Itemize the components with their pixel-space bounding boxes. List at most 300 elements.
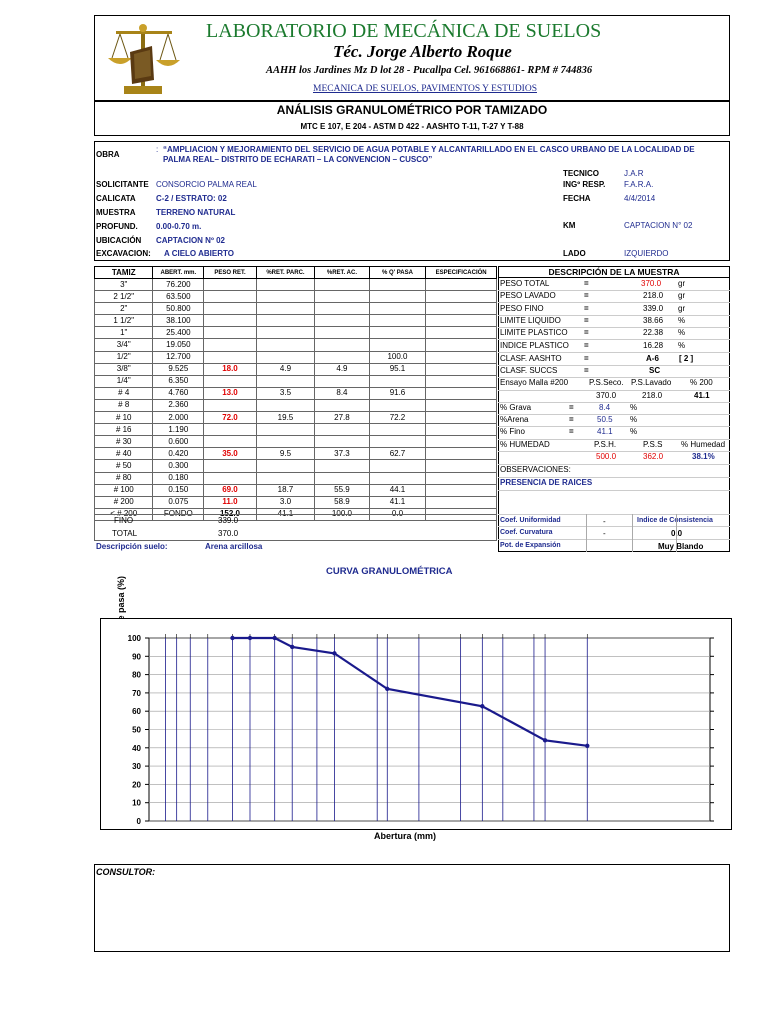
table-cell: 25.400	[153, 327, 204, 339]
table-cell: 0.150	[153, 484, 204, 496]
table-cell: 19.5	[256, 412, 314, 424]
table-cell	[256, 303, 314, 315]
table-cell: 58.9	[315, 496, 370, 508]
y-tick-label: 70	[132, 688, 141, 698]
table-cell: 0.600	[153, 436, 204, 448]
data-point	[230, 636, 234, 640]
table-cell: 9.5	[256, 448, 314, 460]
table-row	[95, 484, 497, 496]
table-cell: 18.7	[256, 484, 314, 496]
col-ret-ac: %RET. AC.	[315, 267, 370, 279]
table-cell: 41.1	[256, 508, 314, 520]
table-cell	[426, 472, 497, 484]
table-cell	[315, 303, 370, 315]
table-cell: # 8	[95, 399, 153, 411]
indice-consistencia-value: 0.0	[671, 529, 683, 538]
table-cell	[204, 375, 257, 387]
table-cell: 18.0	[204, 363, 257, 375]
table-cell	[426, 351, 497, 363]
table-cell	[315, 375, 370, 387]
table-cell: # 80	[95, 472, 153, 484]
table-cell: 55.9	[315, 484, 370, 496]
tecnico-value: J.A.R	[624, 169, 644, 178]
table-cell	[426, 436, 497, 448]
table-cell: 76.200	[153, 279, 204, 291]
col-ret-parc: %RET. PARC.	[256, 267, 314, 279]
table-row	[95, 375, 497, 387]
row-divider	[498, 402, 730, 403]
table-cell	[204, 327, 257, 339]
table-cell: 35.0	[204, 448, 257, 460]
table-cell	[369, 327, 426, 339]
km-label: KM	[563, 221, 576, 230]
table-cell	[426, 279, 497, 291]
table-cell	[256, 375, 314, 387]
table-cell	[315, 291, 370, 303]
table-cell: 3/4"	[95, 339, 153, 351]
peso-total-label: PESO TOTAL	[500, 279, 550, 288]
table-cell	[369, 339, 426, 351]
ubicacion-value: CAPTACION Nº 02	[156, 236, 226, 245]
eq-sign: =	[584, 328, 589, 337]
plastic-limit-value: 22.38	[643, 328, 664, 337]
table-row	[95, 363, 497, 375]
table-cell: 3"	[95, 279, 153, 291]
table-cell: # 40	[95, 448, 153, 460]
table-row	[95, 339, 497, 351]
fino-value: 339.0	[218, 516, 239, 525]
table-cell: FONDO	[153, 508, 204, 520]
table-cell: # 4	[95, 387, 153, 399]
table-cell: 2"	[95, 303, 153, 315]
table-cell: 41.1	[369, 496, 426, 508]
table-row	[95, 412, 497, 424]
y-tick-label: 90	[132, 652, 141, 662]
row-divider	[498, 490, 730, 491]
table-cell	[204, 339, 257, 351]
eq-sign: =	[584, 304, 589, 313]
col-abertura: ABERT. mm.	[153, 267, 204, 279]
calicata-value: C-2 / ESTRATO: 02	[156, 194, 227, 203]
y-tick-label: 10	[132, 798, 141, 808]
table-cell	[426, 363, 497, 375]
solicitante-label: SOLICITANTE	[96, 180, 149, 189]
table-cell: 38.100	[153, 315, 204, 327]
sucs-value: SC	[649, 366, 661, 375]
table-cell	[204, 279, 257, 291]
table-cell	[369, 279, 426, 291]
aashto-index: [ 2 ]	[679, 354, 694, 363]
data-point	[385, 687, 389, 691]
table-cell	[315, 424, 370, 436]
indice-consistencia-label: Indice de Consistencia	[637, 517, 713, 524]
unit-gr: gr	[678, 291, 686, 300]
unit-pct: %	[630, 427, 638, 436]
report-title: ANÁLISIS GRANULOMÉTRICO POR TAMIZADO	[276, 103, 548, 117]
table-cell: 4.760	[153, 387, 204, 399]
table-cell: 4.9	[315, 363, 370, 375]
data-point	[290, 645, 294, 649]
sucs-label: CLASF. SUCCS	[500, 366, 558, 375]
table-cell: 100.0	[369, 351, 426, 363]
table-cell: 19.050	[153, 339, 204, 351]
eq-sign: =	[584, 341, 589, 350]
table-row	[95, 399, 497, 411]
unit-pct: %	[630, 415, 638, 424]
soil-description-value: Arena arcillosa	[205, 542, 263, 551]
unit-pct: %	[678, 316, 686, 325]
muestra-label: MUESTRA	[96, 208, 136, 217]
table-cell: 2.000	[153, 412, 204, 424]
aashto-value: A-6	[646, 354, 659, 363]
psh-label: P.S.H.	[594, 440, 617, 449]
table-cell	[204, 436, 257, 448]
ubicacion-label: UBICACIÓN	[96, 236, 142, 245]
obra-label: OBRA	[96, 150, 120, 159]
aashto-label: CLASF. AASHTO	[500, 354, 562, 363]
table-row	[95, 279, 497, 291]
table-cell	[426, 460, 497, 472]
table-row	[95, 436, 497, 448]
table-cell: # 16	[95, 424, 153, 436]
table-cell: 63.500	[153, 291, 204, 303]
peso-lavado-value: 218.0	[643, 291, 664, 300]
eq-sign: =	[584, 366, 589, 375]
table-cell: # 50	[95, 460, 153, 472]
chart-xlabel: Abertura (mm)	[374, 831, 437, 841]
table-cell	[256, 279, 314, 291]
p200-value: 41.1	[694, 391, 710, 400]
table-cell	[426, 424, 497, 436]
eq-sign: =	[584, 316, 589, 325]
y-tick-label: 30	[132, 762, 141, 772]
col-peso-ret: PESO RET.	[204, 267, 257, 279]
observaciones-value: PRESENCIA DE RAICES	[500, 478, 593, 487]
arena-value: 50.5	[597, 415, 613, 424]
table-cell: 9.525	[153, 363, 204, 375]
table-cell	[315, 327, 370, 339]
lado-label: LADO	[563, 249, 586, 258]
consistency-value: Muy Blando	[658, 542, 704, 551]
unit-pct: %	[630, 403, 638, 412]
table-cell: # 10	[95, 412, 153, 424]
table-cell: 62.7	[369, 448, 426, 460]
row-divider	[498, 439, 730, 440]
table-cell	[256, 399, 314, 411]
table-cell	[315, 472, 370, 484]
row-divider	[498, 352, 730, 353]
ps-seco-value: 370.0	[596, 391, 617, 400]
table-cell	[426, 496, 497, 508]
table-cell: 4.9	[256, 363, 314, 375]
table-cell	[256, 351, 314, 363]
y-tick-label: 20	[132, 780, 141, 790]
table-row	[95, 351, 497, 363]
report-standards: MTC E 107, E 204 - ASTM D 422 - AASHTO T-11, T-27 Y T-88	[300, 122, 524, 131]
data-point	[248, 636, 252, 640]
peso-total-value: 370.0	[641, 279, 662, 288]
table-cell: 44.1	[369, 484, 426, 496]
table-cell	[426, 375, 497, 387]
consultor-label: CONSULTOR:	[96, 867, 156, 877]
table-cell	[256, 472, 314, 484]
grain-size-chart	[100, 618, 732, 830]
table-cell: 8.4	[315, 387, 370, 399]
row-divider	[498, 451, 730, 452]
table-cell: 50.800	[153, 303, 204, 315]
table-row	[95, 448, 497, 460]
table-cell: 0.420	[153, 448, 204, 460]
table-cell	[204, 303, 257, 315]
technician-name: Téc. Jorge Alberto Roque	[333, 42, 512, 61]
y-tick-label: 0	[136, 817, 141, 826]
eq-sign: =	[569, 415, 574, 424]
excavacion-value: A CIELO ABIERTO	[164, 249, 234, 258]
soil-description-label: Descripción suelo:	[96, 542, 168, 551]
table-cell	[426, 448, 497, 460]
data-point	[332, 651, 336, 655]
profund-label: PROFUND.	[96, 222, 138, 231]
table-cell	[315, 399, 370, 411]
table-cell: 13.0	[204, 387, 257, 399]
sieve-table	[94, 266, 497, 521]
total-value: 370.0	[218, 529, 239, 538]
eq-sign: =	[569, 403, 574, 412]
table-cell	[369, 424, 426, 436]
table-cell: 100.0	[315, 508, 370, 520]
table-cell: 0.0	[369, 508, 426, 520]
table-cell	[426, 387, 497, 399]
table-cell	[426, 484, 497, 496]
table-cell: 0.300	[153, 460, 204, 472]
table-cell: 11.0	[204, 496, 257, 508]
table-cell: 3/8"	[95, 363, 153, 375]
table-cell: # 100	[95, 484, 153, 496]
coef-curvatura-label: Coef. Curvatura	[500, 529, 553, 536]
table-cell: 1/4"	[95, 375, 153, 387]
potencial-expansion-label: Pot. de Expansión	[500, 542, 561, 549]
row-divider	[498, 477, 730, 478]
table-cell	[204, 472, 257, 484]
table-cell	[315, 460, 370, 472]
y-tick-label: 80	[132, 670, 141, 680]
table-cell: 0.075	[153, 496, 204, 508]
table-cell	[369, 436, 426, 448]
row-divider	[498, 365, 730, 366]
eq-sign: =	[569, 427, 574, 436]
eq-sign: =	[584, 291, 589, 300]
unit-pct: %	[678, 341, 686, 350]
fecha-value: 4/4/2014	[624, 194, 656, 203]
table-cell	[369, 460, 426, 472]
obra-colon: :	[156, 145, 159, 154]
km-value: CAPTACION N° 02	[624, 221, 693, 230]
table-cell	[204, 291, 257, 303]
table-cell	[315, 315, 370, 327]
ps-lavado-label: P.S.Lavado	[631, 378, 672, 387]
table-row	[95, 291, 497, 303]
coef-uniformidad-label: Coef. Uniformidad	[500, 517, 561, 524]
obra-value: “AMPLIACION Y MEJORAMIENTO DEL SERVICIO DE AGUA POTABLE Y ALCANTARILLADO EN EL CASCO URBANO DE LA LOCALIDAD DE PALMA REAL– DISTRITO DE ECHARATI – LA CONVENCION – CUSCO”	[163, 145, 695, 164]
lado-value: IZQUIERDO	[624, 249, 669, 258]
table-cell: 3.0	[256, 496, 314, 508]
consultor-box	[94, 864, 730, 952]
table-cell	[369, 315, 426, 327]
y-tick-label: 60	[132, 707, 141, 717]
table-cell	[204, 424, 257, 436]
humedad-pct-value: 38.1%	[692, 452, 715, 461]
data-point	[585, 744, 589, 748]
profund-value: 0.00-0.70 m.	[156, 222, 202, 231]
y-tick-label: 40	[132, 743, 141, 753]
malla-200-label: Ensayo Malla #200	[500, 378, 569, 387]
table-cell: 3.5	[256, 387, 314, 399]
table-cell	[204, 315, 257, 327]
table-cell	[256, 424, 314, 436]
table-cell: 69.0	[204, 484, 257, 496]
unit-pct: %	[678, 328, 686, 337]
peso-fino-label: PESO FINO	[500, 304, 544, 313]
eq-sign: =	[584, 354, 589, 363]
y-tick-label: 50	[132, 725, 141, 735]
address-line: AAHH los Jardines Mz D lot 28 - Pucallpa Cel. 961668861- RPM # 744836	[266, 65, 593, 76]
fino-total-box	[94, 514, 497, 541]
tecnico-label: TECNICO	[563, 169, 599, 178]
lab-subtitle: MECANICA DE SUELOS, PAVIMENTOS Y ESTUDIOS	[313, 84, 537, 94]
chart-frame	[101, 619, 732, 830]
table-cell	[426, 315, 497, 327]
table-cell: 72.2	[369, 412, 426, 424]
col-especificacion: ESPECIFICACIÓN	[426, 267, 497, 279]
table-cell: 1 1/2"	[95, 315, 153, 327]
excavacion-label: EXCAVACION:	[96, 249, 151, 258]
table-cell	[426, 339, 497, 351]
table-cell	[315, 339, 370, 351]
table-cell: 72.0	[204, 412, 257, 424]
ps-seco-label: P.S.Seco.	[589, 378, 624, 387]
table-cell: # 200	[95, 496, 153, 508]
table-row	[95, 387, 497, 399]
grava-label: % Grava	[500, 403, 532, 412]
table-cell: 1/2"	[95, 351, 153, 363]
ing-value: F.A.R.A.	[624, 180, 654, 189]
observaciones-label: OBSERVACIONES:	[500, 465, 571, 474]
table-cell	[426, 412, 497, 424]
table-row	[95, 327, 497, 339]
muestra-value: TERRENO NATURAL	[156, 208, 236, 217]
table-cell	[426, 327, 497, 339]
table-cell	[315, 279, 370, 291]
peso-lavado-label: PESO LAVADO	[500, 291, 556, 300]
row-divider	[498, 526, 730, 527]
table-cell	[256, 315, 314, 327]
unit-gr: gr	[678, 304, 686, 313]
fino-pct-value: 41.1	[597, 427, 613, 436]
table-cell	[204, 351, 257, 363]
calicata-label: CALICATA	[96, 194, 136, 203]
table-cell	[256, 327, 314, 339]
data-point	[272, 636, 276, 640]
table-row	[95, 315, 497, 327]
table-cell	[204, 460, 257, 472]
table-cell: 27.8	[315, 412, 370, 424]
table-cell	[369, 303, 426, 315]
plasticity-index-label: INDICE PLASTICO	[500, 341, 569, 350]
liquid-limit-value: 38.66	[643, 316, 664, 325]
table-cell	[204, 399, 257, 411]
row-divider	[498, 339, 730, 340]
column-divider	[586, 514, 587, 552]
plastic-limit-label: LIMITE PLASTICO	[500, 328, 568, 337]
row-divider	[498, 390, 730, 391]
table-cell: < # 200	[95, 508, 153, 520]
table-cell: # 30	[95, 436, 153, 448]
pss-value: 362.0	[643, 452, 664, 461]
ps-lavado-value: 218.0	[642, 391, 663, 400]
table-cell: 152.0	[204, 508, 257, 520]
table-cell: 6.350	[153, 375, 204, 387]
table-cell	[256, 460, 314, 472]
fino-label: FINO	[114, 516, 134, 525]
arena-label: %Arena	[500, 415, 529, 424]
table-cell	[256, 291, 314, 303]
table-cell: 2 1/2"	[95, 291, 153, 303]
peso-fino-value: 339.0	[643, 304, 664, 313]
row-divider	[498, 514, 730, 515]
sample-description-title: DESCRIPCIÓN DE LA MUESTRA	[548, 267, 680, 277]
psh-value: 500.0	[596, 452, 617, 461]
table-cell	[256, 436, 314, 448]
pss-label: P.S.S	[643, 440, 663, 449]
table-cell: 95.1	[369, 363, 426, 375]
chart-title: CURVA GRANULOMÉTRICA	[326, 566, 453, 577]
table-row	[95, 472, 497, 484]
table-cell	[369, 399, 426, 411]
table-cell: 37.3	[315, 448, 370, 460]
row-divider	[498, 302, 730, 303]
row-divider	[498, 464, 730, 465]
liquid-limit-label: LIMITE LIQUIDO	[500, 316, 561, 325]
humedad-pct-label: % Humedad	[681, 440, 726, 449]
unit-gr: gr	[678, 279, 686, 288]
table-row	[95, 424, 497, 436]
fecha-label: FECHA	[563, 194, 591, 203]
table-cell	[426, 399, 497, 411]
table-cell: 0.180	[153, 472, 204, 484]
row-divider	[498, 414, 730, 415]
fino-pct-label: % Fino	[500, 427, 525, 436]
table-cell	[426, 303, 497, 315]
row-divider	[498, 327, 730, 328]
table-cell: 1.190	[153, 424, 204, 436]
table-cell: 91.6	[369, 387, 426, 399]
data-point	[480, 704, 484, 708]
table-cell	[369, 375, 426, 387]
table-cell: 1"	[95, 327, 153, 339]
column-divider	[676, 514, 677, 552]
solicitante-value: CONSORCIO PALMA REAL	[156, 180, 257, 189]
table-row	[95, 496, 497, 508]
coef-uniformidad-value: -	[603, 517, 606, 526]
table-cell: 12.700	[153, 351, 204, 363]
total-label: TOTAL	[112, 529, 138, 538]
grava-value: 8.4	[599, 403, 611, 412]
lab-name: LABORATORIO DE MECÁNICA DE SUELOS	[206, 20, 602, 42]
plasticity-index-value: 16.28	[643, 341, 664, 350]
col-pasa: % Q' PASA	[369, 267, 426, 279]
table-cell	[369, 472, 426, 484]
table-row	[95, 460, 497, 472]
